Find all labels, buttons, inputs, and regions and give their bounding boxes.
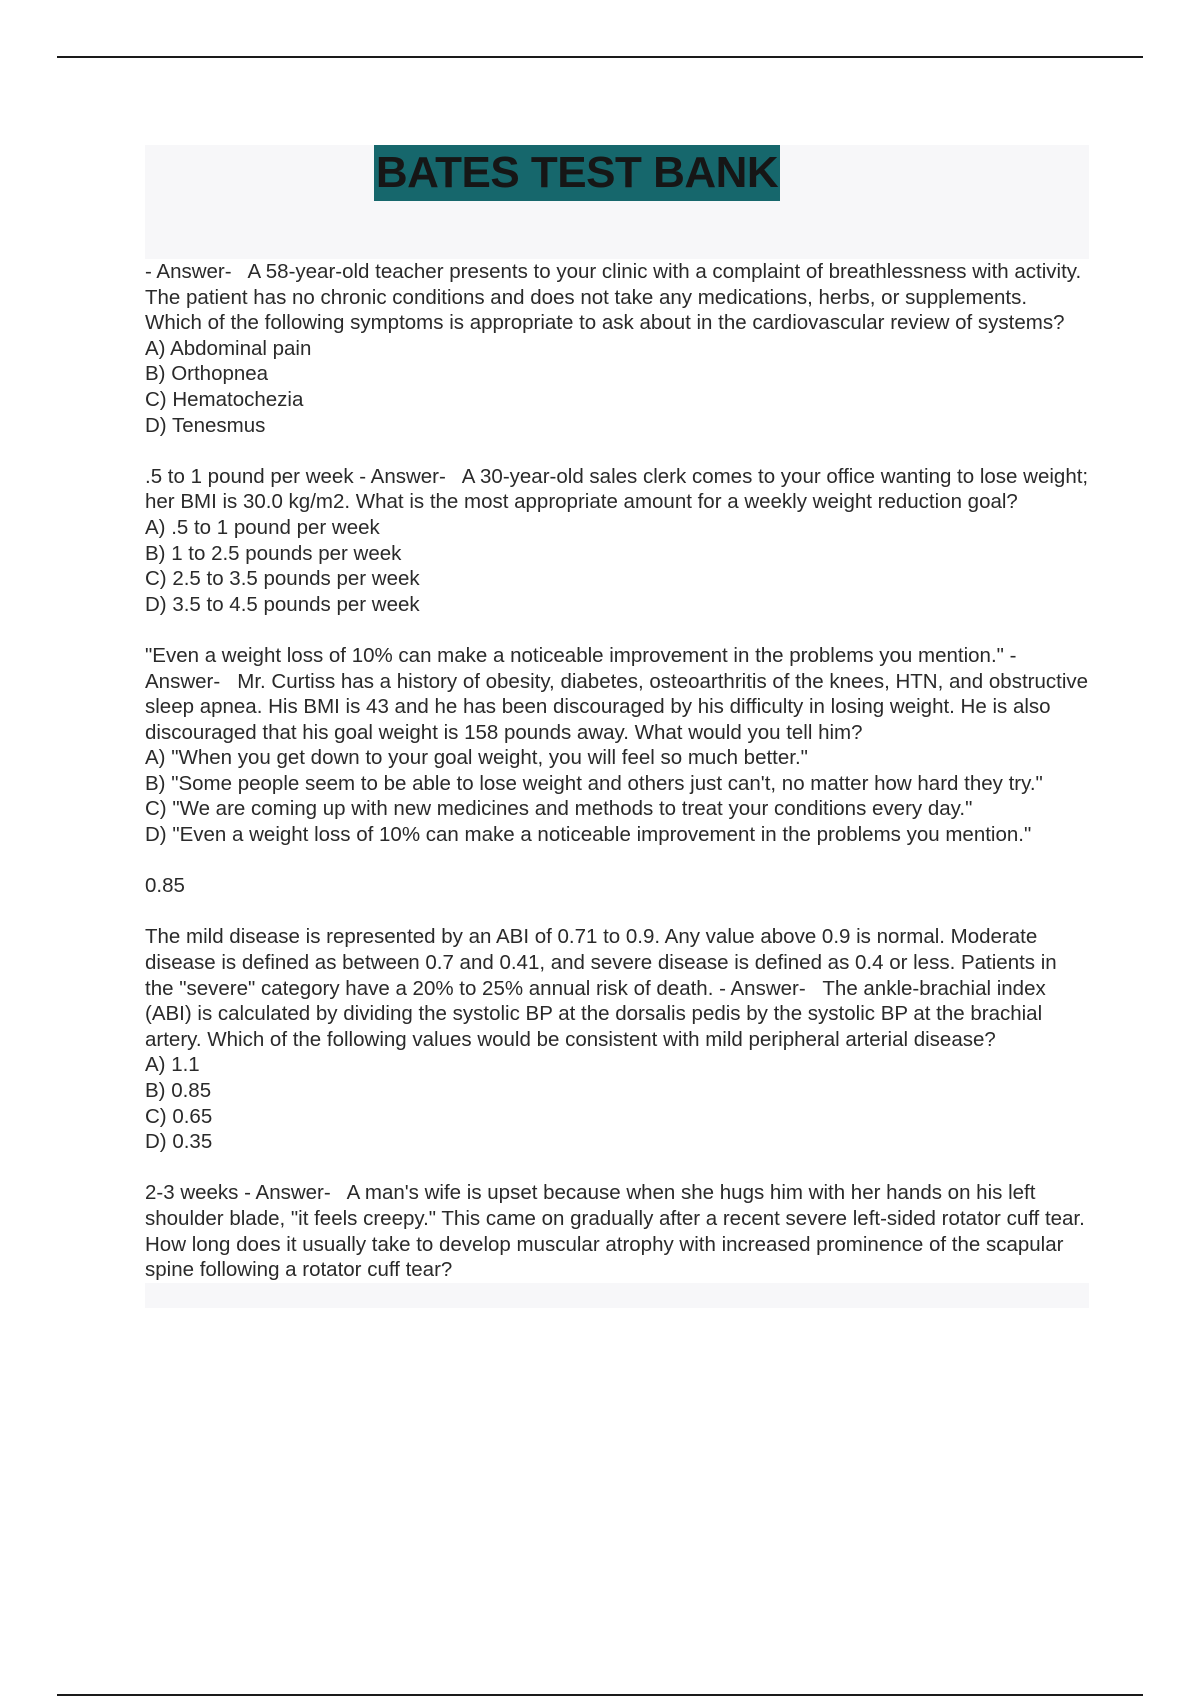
title-band: [145, 145, 1089, 259]
answer-option: A) "When you get down to your goal weight, you will feel so much better.": [145, 746, 808, 770]
top-rule: [57, 56, 1143, 58]
question-item-2: [145, 464, 1094, 618]
answer-option: B) "Some people seem to be able to lose weight and others just can't, no matter how hard they try.": [145, 771, 1043, 795]
question-list: [145, 259, 1094, 1283]
question-item-4: [145, 873, 1089, 899]
bottom-rule: [57, 1694, 1143, 1696]
question-item-1: [145, 259, 1089, 438]
answer-option: C) "We are coming up with new medicines and methods to treat your conditions every day.": [145, 797, 973, 821]
question-item-5: [145, 924, 1089, 1154]
answer-option: D) 3.5 to 4.5 pounds per week: [145, 592, 420, 616]
question-text: 2-3 weeks - Answer- A man's wife is upset because when she hugs him with her hands on his left shoulder blade, "it feels creepy." This came on gradually after a recent severe left-sided rotator cuff tear. How long does it usually take to develop muscular atrophy with increased prominence of the scapular spine following a rotator cuff tear?: [145, 1181, 1091, 1282]
document-title: BATES TEST BANK: [374, 145, 780, 201]
question-item-6: [145, 1180, 1089, 1282]
document-body: [145, 145, 1094, 1308]
answer-option: C) Hematochezia: [145, 387, 304, 411]
question-text: .5 to 1 pound per week - Answer- A 30-year-old sales clerk comes to your office wanting to lose weight; her BMI is 30.0 kg/m2. What is the most appropriate amount for a weekly weight reduction goal?: [145, 464, 1094, 514]
answer-option: D) Tenesmus: [145, 413, 266, 437]
question-text: "Even a weight loss of 10% can make a noticeable improvement in the problems you mention." - Answer- Mr. Curtiss has a history of obesity, diabetes, osteoarthritis of the knees, HTN, and obstructive sleep apnea. His BMI is 43 and he has been discouraged by his difficulty in losing weight. He is also discouraged that his goal weight is 158 pounds away. What would you tell him?: [145, 643, 1094, 744]
answer-option: D) "Even a weight loss of 10% can make a noticeable improvement in the problems you mention.": [145, 823, 1032, 847]
answer-option: C) 2.5 to 3.5 pounds per week: [145, 567, 420, 591]
answer-option: B) 1 to 2.5 pounds per week: [145, 541, 402, 565]
question-text: The mild disease is represented by an ABI of 0.71 to 0.9. Any value above 0.9 is normal. Moderate disease is defined as between 0.7 and 0.41, and severe disease is defined as 0.4 or less. Patients in the "severe" category have a 20% to 25% annual risk of death. - Answer- The ankle-brachial index (ABI) is calculated by dividing the systolic BP at the dorsalis pedis by the systolic BP at the brachial artery. Which of the following values would be consistent with mild peripheral arterial disease?: [145, 925, 1063, 1051]
answer-option: A) .5 to 1 pound per week: [145, 515, 380, 539]
answer-option: D) 0.35: [145, 1130, 213, 1154]
question-text: - Answer- A 58-year-old teacher presents to your clinic with a complaint of breathlessness with activity. The patient has no chronic conditions and does not take any medications, herbs, or supplements. Which of the following symptoms is appropriate to ask about in the cardiovascular review of systems?: [145, 260, 1087, 335]
answer-option: A) 1.1: [145, 1053, 200, 1077]
answer-value: 0.85: [145, 874, 185, 898]
answer-option: A) Abdominal pain: [145, 336, 312, 360]
question-item-3: [145, 643, 1094, 848]
answer-option: C) 0.65: [145, 1104, 213, 1128]
answer-option: B) Orthopnea: [145, 362, 269, 386]
answer-option: B) 0.85: [145, 1079, 212, 1102]
